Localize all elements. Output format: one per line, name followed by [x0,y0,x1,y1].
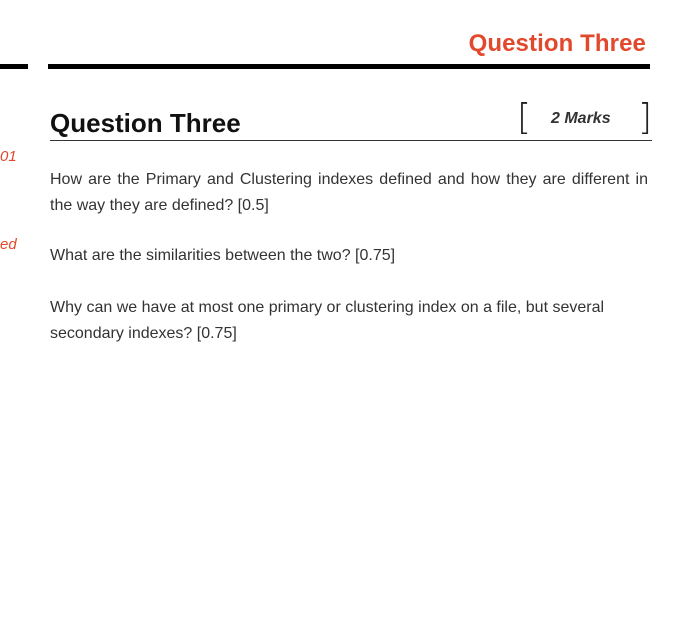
marks-badge [517,99,652,137]
question-paragraph: Why can we have at most one primary or clustering index on a file, but several secondary indexes? [0.75] [50,299,605,342]
question-paragraph: What are the similarities between the two? [0.75] [50,247,396,264]
question-paragraph: How are the Primary and Clustering indexes defined and how they are different in the way they are defined? [0.5] [50,171,648,214]
header-rule-left [0,64,28,69]
bracket-close-icon: ] [637,97,652,138]
header-rule [48,64,650,69]
question-title-rule [50,140,652,141]
margin-fragment: 01 [0,148,17,165]
marks-label: 2 Marks [551,110,611,127]
page-header-title: Question Three [468,30,646,57]
bracket-open-icon: [ [517,97,532,138]
margin-fragment: ed [0,236,17,253]
question-title: Question Three [50,108,241,138]
